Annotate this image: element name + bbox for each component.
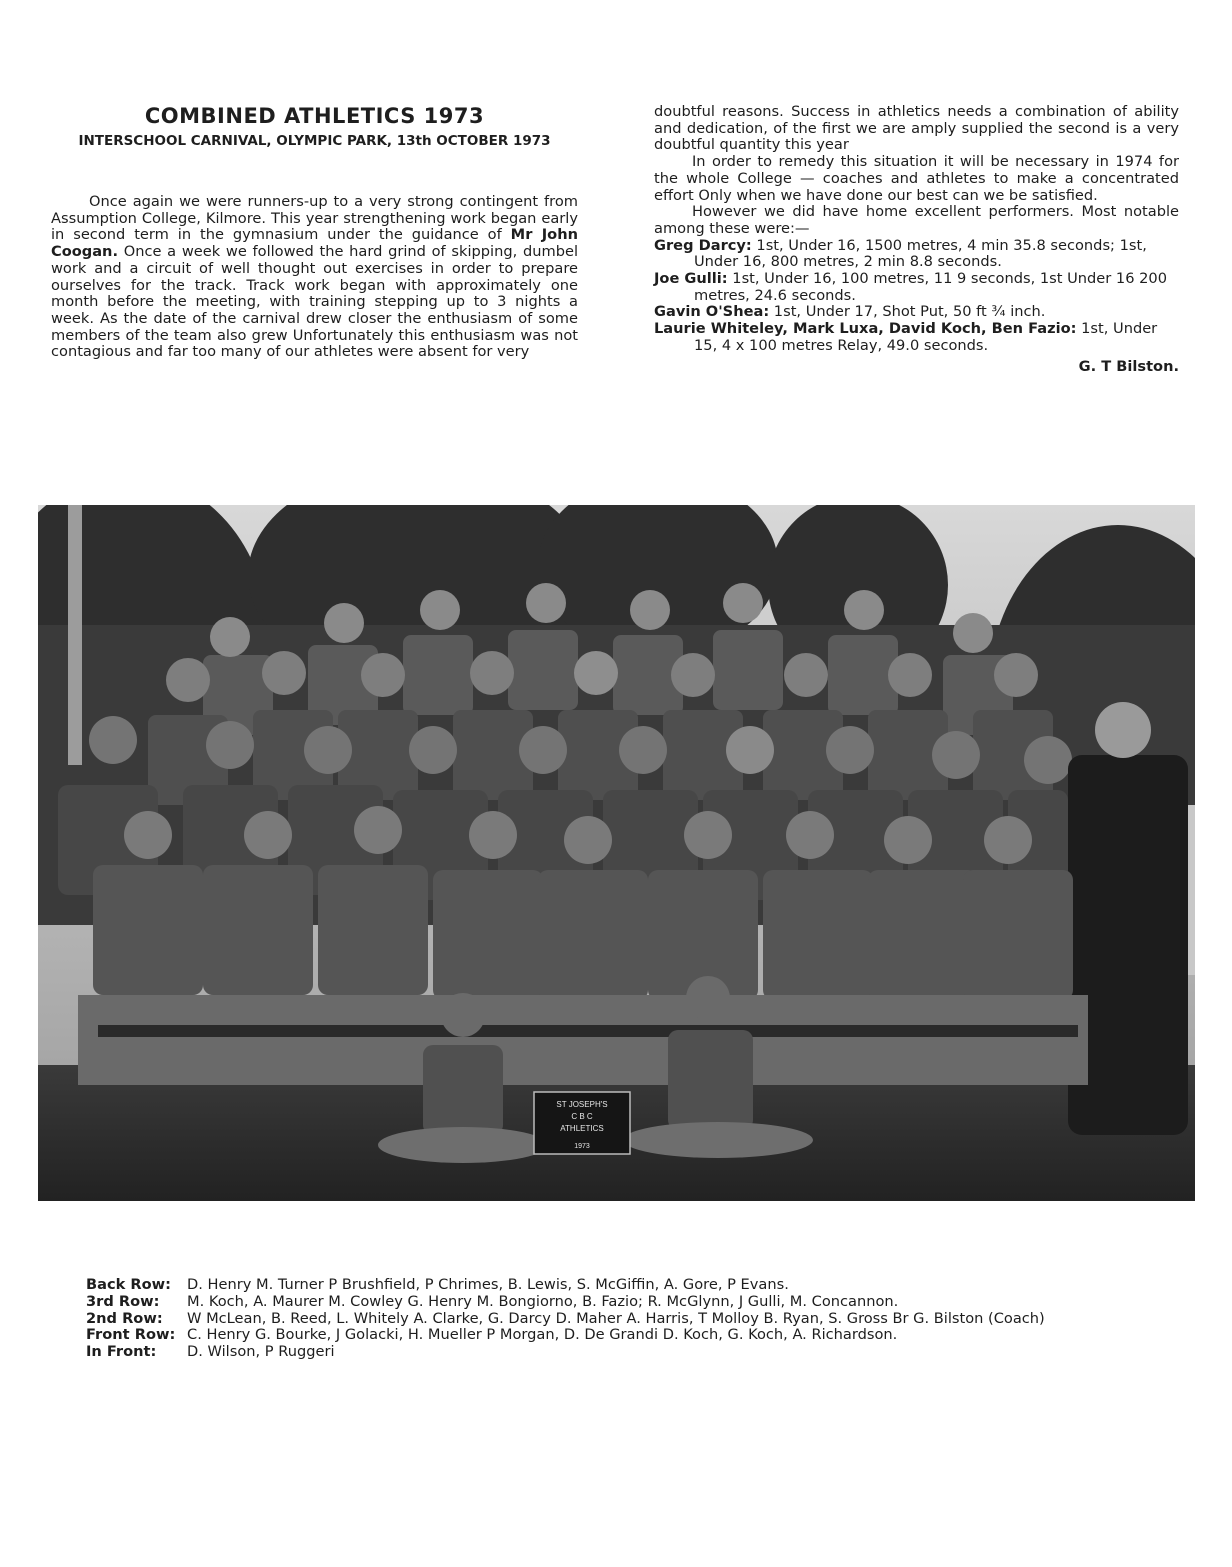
article-title: COMBINED ATHLETICS 1973 [144,104,485,128]
paragraph-2: In order to remedy this situation it will be necessary in 1974 for the whole College — coaches and athletes to make a concentrated effort Only when we have done our best can we be satisfied. [654,153,1179,204]
achievement-name: Greg Darcy: [654,236,752,254]
caption-row [86,1327,1156,1344]
caption-row-label: Back Row: [86,1276,171,1293]
caption-row [86,1277,1156,1294]
achievement-item [654,304,1179,321]
caption-row-label: 3rd Row: [86,1292,160,1310]
caption-row-label: 2nd Row: [86,1309,163,1327]
achievement-item [654,271,1179,304]
sign-line-2: C B C [571,1112,593,1121]
achievement-text: 1st, Under 15, 4 x 100 metres Relay, 49.0 seconds. [694,320,1158,354]
team-sign-board [534,1092,630,1154]
paragraph-3: However we did have home excellent performers. Most notable among these were:— [654,203,1179,237]
caption-row-label: In Front: [86,1343,157,1361]
achievement-text: 1st, Under 16, 100 metres, 11 9 seconds, 1st Under 16 200 metres, 24.6 seconds. [694,270,1167,304]
paragraph-1-text-b: Once a week we followed the hard grind of skipping, dumbel work and a circuit of well thought out exercises in order to prepare ourselves for the track. Track work began with approximately one month before the meeting, with training stepping up to 3 nights a week. As the date of the carnival drew closer the enthusiasm of some members of the team also grew Unfortunately this enthusiasm was not contagious and far too many of our athletes were absent for very [51,243,578,361]
team-photo-illustration [38,505,1195,1201]
achievement-text: 1st, Under 16, 1500 metres, 4 min 35.8 seconds; 1st, Under 16, 800 metres, 2 min 8.8 seconds. [694,236,1147,271]
paragraph-1-continued: doubtful reasons. Success in athletics needs a combination of ability and dedication, of the first we are amply supplied the second is a very doubtful quantity this year [654,103,1179,154]
achievement-name: Joe Gulli: [654,270,728,288]
sign-line-1: ST JOSEPH'S [556,1100,608,1109]
author-signature: G. T Bilston. [1078,357,1179,375]
caption-row-names: D. Wilson, P Ruggeri [187,1343,335,1361]
caption-row-names: C. Henry G. Bourke, J Golacki, H. Mueller P Morgan, D. De Grandi D. Koch, G. Koch, A. Richardson. [187,1326,898,1344]
sign-line-4: 1973 [574,1143,590,1150]
achievement-item [654,238,1179,271]
paragraph-1-text-a: Once again we were runners-up to a very strong contingent from Assumption College, Kilmore. This year strengthening work began early in second term in the gymnasium under the guidance of [51,193,578,244]
athletes-group [58,583,1188,1163]
caption-row [86,1311,1156,1328]
achievement-name: Laurie Whiteley, Mark Luxa, David Koch, Ben Fazio: [654,320,1077,338]
caption-row [86,1294,1156,1311]
sign-line-3: ATHLETICS [560,1124,604,1133]
right-column [654,104,1179,375]
caption-row-names: D. Henry M. Turner P Brushfield, P Chrimes, B. Lewis, S. McGiffin, A. Gore, P Evans. [187,1276,789,1293]
left-column [51,104,578,361]
achievement-name: Gavin O'Shea: [654,303,770,321]
paragraph-1 [51,194,578,361]
photo-caption [86,1277,1156,1361]
article-subtitle: INTERSCHOOL CARNIVAL, OLYMPIC PARK, 13th OCTOBER 1973 [78,133,551,149]
caption-row-label: Front Row: [86,1326,176,1344]
coach-name: Mr John Coogan. [51,226,578,261]
caption-row [86,1344,1156,1361]
achievement-text: 1st, Under 17, Shot Put, 50 ft ¾ inch. [769,303,1046,321]
caption-row-names: M. Koch, A. Maurer M. Cowley G. Henry M. Bongiorno, B. Fazio; R. McGlynn, J Gulli, M. Concannon. [187,1292,899,1310]
achievement-item [654,321,1179,354]
caption-row-names: W McLean, B. Reed, L. Whitely A. Clarke, G. Darcy D. Maher A. Harris, T Molloy B. Ryan, S. Gross Br G. Bilston (Coach) [187,1309,1045,1327]
team-photo [38,505,1195,1201]
